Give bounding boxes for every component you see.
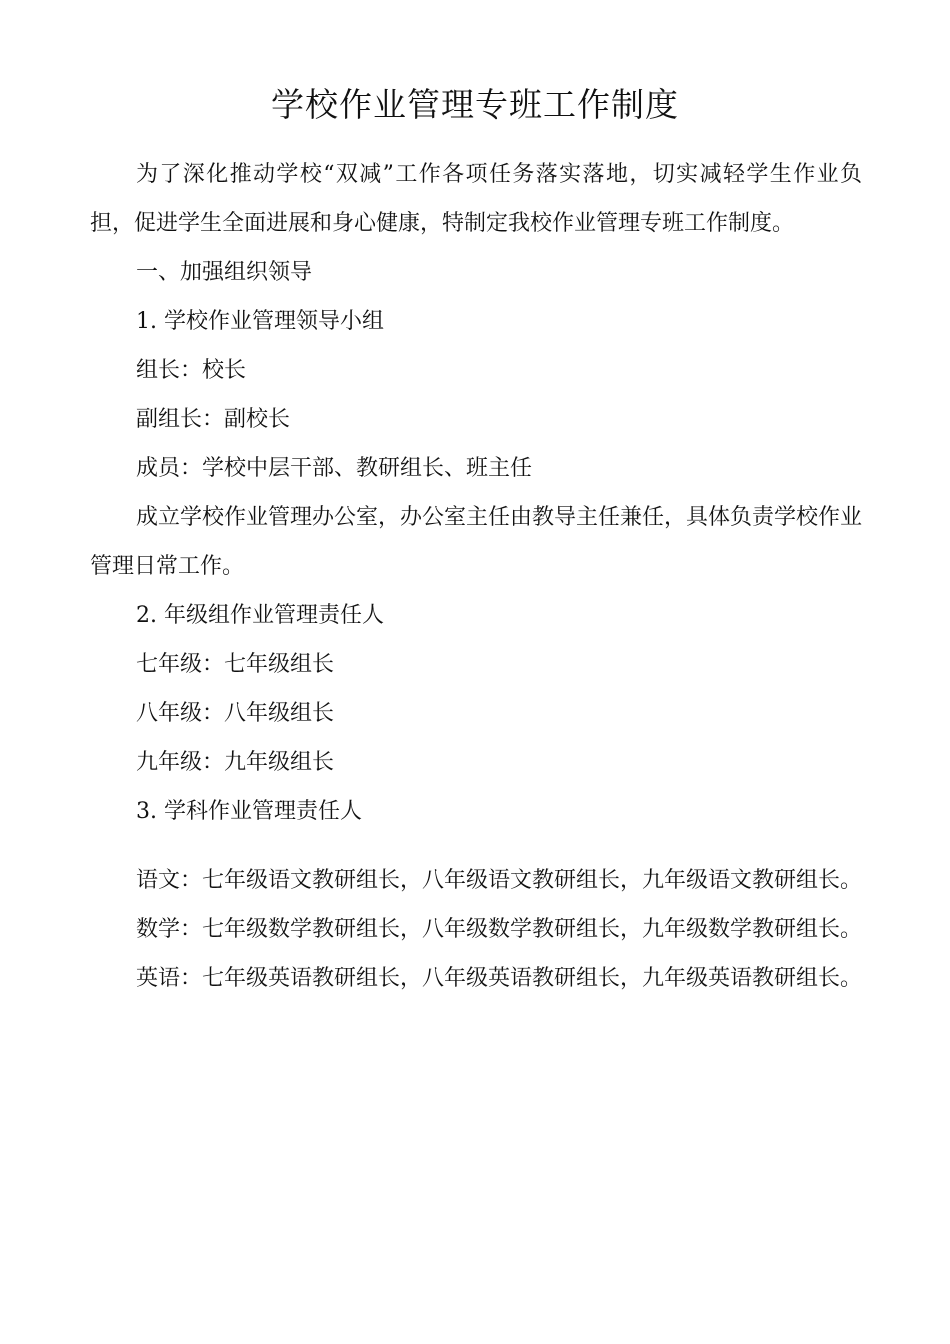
subsection-heading-3: 3. 学科作业管理责任人 — [136, 799, 362, 824]
document-body — [90, 150, 862, 1003]
english-subject-paragraph: 英语：七年级英语教研组长，八年级英语教研组长，九年级英语教研组长。 — [136, 966, 863, 991]
group-leader-line: 组长：校长 — [136, 358, 247, 383]
intro-paragraph: 为了深化推动学校“双减”工作各项任务落实落地，切实减轻学生作业负担，促进学生全面进展和身心健康，特制定我校作业管理专班工作制度。 — [90, 162, 862, 236]
members-line: 成员：学校中层干部、教研组长、班主任 — [136, 456, 533, 481]
section-heading-1: 一、加强组织领导 — [136, 260, 313, 285]
math-subject-paragraph: 数学：七年级数学教研组长，八年级数学教研组长，九年级数学教研组长。 — [136, 917, 863, 942]
document-title: 学校作业管理专班工作制度 — [271, 85, 679, 124]
grade-9-line: 九年级：九年级组长 — [136, 750, 335, 775]
chinese-subject-paragraph: 语文：七年级语文教研组长，八年级语文教研组长，九年级语文教研组长。 — [136, 868, 863, 893]
office-paragraph: 成立学校作业管理办公室，办公室主任由教导主任兼任，具体负责学校作业管理日常工作。 — [90, 505, 863, 579]
grade-8-line: 八年级：八年级组长 — [136, 701, 335, 726]
grade-7-line: 七年级：七年级组长 — [136, 652, 335, 677]
subsection-heading-1: 1. 学校作业管理领导小组 — [136, 309, 384, 334]
deputy-leader-line: 副组长：副校长 — [136, 407, 291, 432]
subsection-heading-2: 2. 年级组作业管理责任人 — [136, 603, 384, 628]
